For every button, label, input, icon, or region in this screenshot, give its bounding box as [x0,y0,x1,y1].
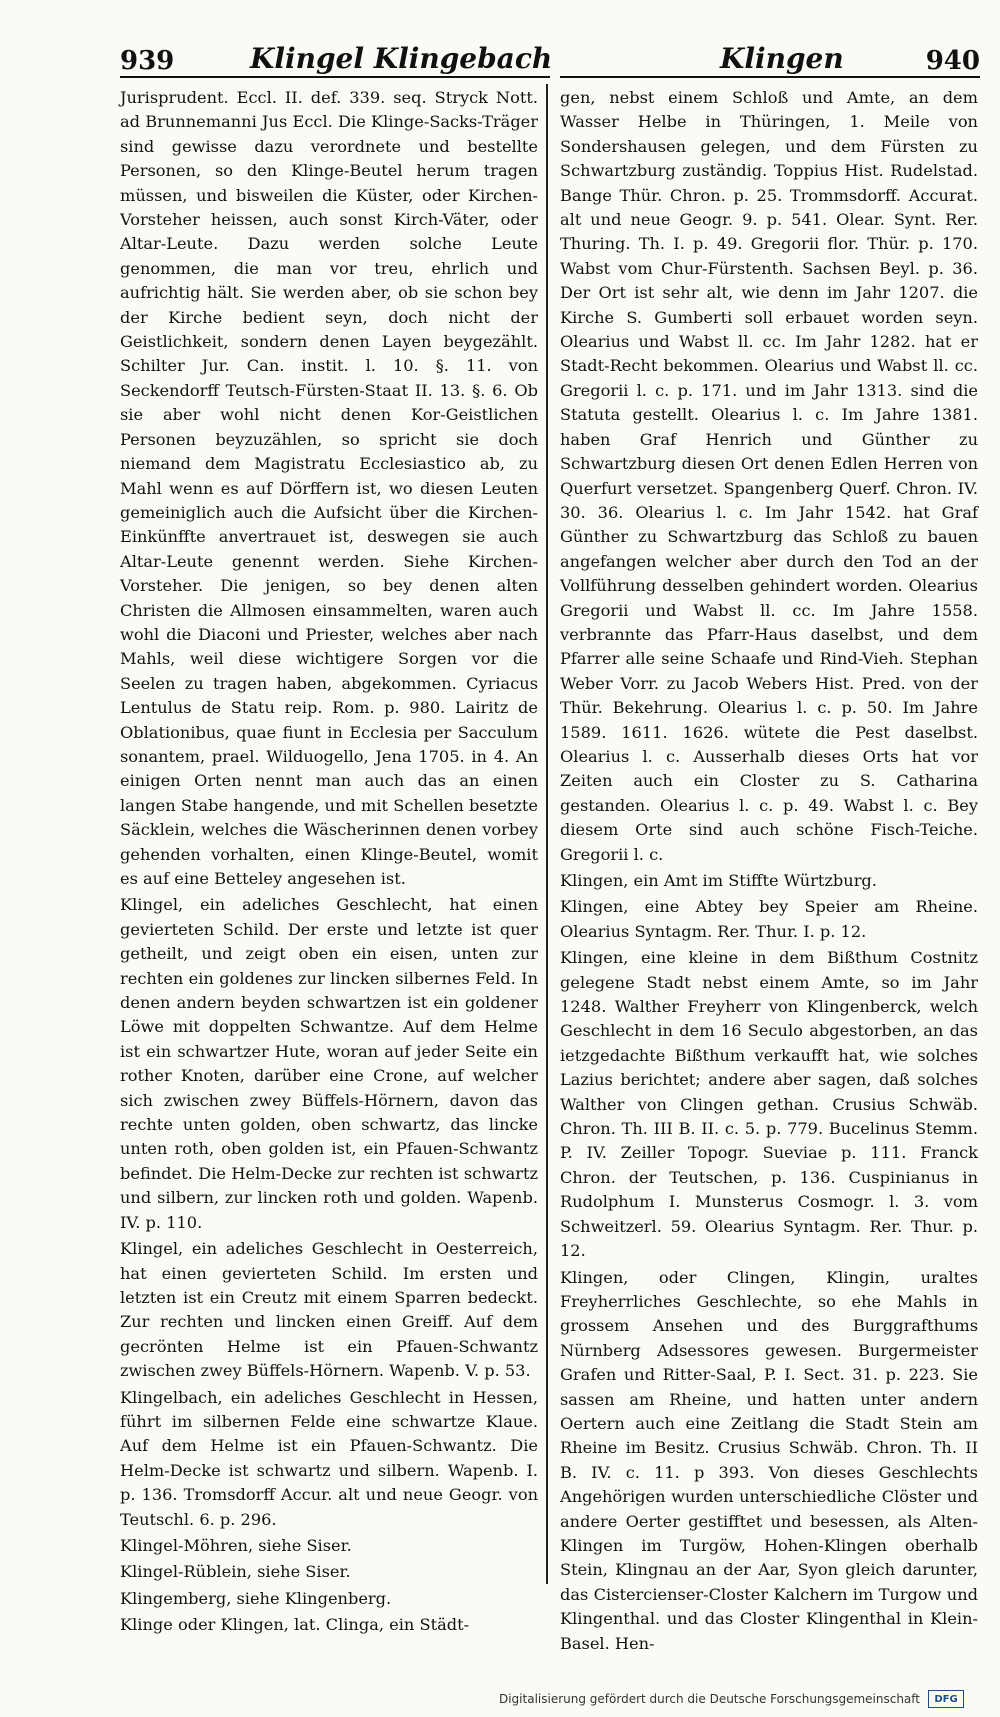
left-running-title: Klingel Klingebach [250,42,553,75]
entry-klinge-sacks-traeger: Jurisprudent. Eccl. II. def. 339. seq. Stryck Nott. ad Brunnemanni Jus Eccl. Die Klinge-Sacks-Träger sind gewisse dazu verordnete und bestellte Personen, so den Klinge-Beutel herum tragen müssen, und bisweilen die Küster, oder Kirchen-Vorsteher heissen, auch sonst Kirch-Väter, oder Altar-Leute. Dazu werden solche Leute genommen, die man vor treu, ehrlich und aufrichtig hält. Sie werden aber, ob sie schon bey der Kirche bedient seyn, doch nicht der Geistlichkeit, sondern denen Layen beygezählt. Schilter Jur. Can. instit. l. 10. §. 11. von Seckendorff Teutsch-Fürsten-Staat II. 13. §. 6. Ob sie aber wohl nicht denen Kor-Geistlichen Personen beyzuzählen, so spricht sie doch niemand dem Magistratu Ecclesiastico ab, zu Mahl wenn es auf Dörffern ist, wo diesen Leuten gemeiniglich auch die Aufsicht über die Kirchen-Einkünffte anvertrauet ist, deswegen sie auch Altar-Leute genennt werden. Siehe Kirchen-Vorsteher. Die jenigen, so bey denen alten Christen die Allmosen einsammelten, waren auch wohl die Diaconi und Priester, welches aber nach Mahls, weil diese wichtigere Sorgen vor die Seelen zu tragen haben, abgekommen. Cyriacus Lentulus de Statu reip. Rom. p. 980. Lairitz de Oblationibus, quae fiunt in Ecclesia per Sacculum sonantem, prael. Wilduogello, Jena 1705. in 4. An einigen Orten nennt man auch das an einen langen Stabe hangende, und mit Schellen besetzte Säcklein, welches die Wäscherinnen denen vorbey gehenden vorhalten, einen Klinge-Beutel, womit es auf eine Betteley angesehen ist. [120,88,538,888]
right-page-number: 940 [925,46,980,76]
dfg-logo: DFG [928,1690,964,1708]
entry-klingel-2: Klingel, ein adeliches Geschlecht in Oesterreich, hat einen gevierteten Schild. Im ersten und letzten ist ein Creutz mit einem Sparren bedeckt. Zur rechten und lincken einen Greiff. Auf dem gecrönten Helme ist ein Pfauen-Schwantz zwischen zwey Büffels-Hörnern. Wapenb. V. p. 53. [120,1239,538,1381]
entry-klingen-amt: Klingen, ein Amt im Stiffte Würtzburg. [560,871,877,890]
column-divider [546,84,548,1584]
entry-klingel-moehren: Klingel-Möhren, siehe Siser. [120,1535,352,1555]
right-column [560,86,978,1656]
digitization-credit: Digitalisierung gefördert durch die Deutsche Forschungsgemeinschaft [498,1692,920,1706]
page-footer [499,1689,964,1709]
entry-klingen-geschlecht: Klingen, oder Clingen, Klingin, uraltes Freyherrliches Geschlechte, so ehe Mahls in grossem Ansehen und des Burggrafthums Nürnberg Adsessores gewesen. Burgermeister Grafen und Ritter-Saal, P. I. Sect. 31. p. 223. Sie sassen am Rheine, und hatten unter andern Oertern auch eine Zeitlang die Stadt Stein am Rheine im Besitz. Crusius Schwäb. Chron. Th. II B. IV. c. 11. p 393. Von dieses Geschlechts Angehörigen wurden unterschiedliche Clöster und andere Oerter gestifftet und besessen, als Alten-Klingen im Turgöw, Hohen-Klingen oberhalb Stein, Klingnau an der Aar, Syon gleich darunter, das Cistercienser-Closter Kalchern im Turgow und Klingenthal. und das Closter Klingenthal in Klein-Basel. Hen- [560,1267,978,1653]
entry-klinge-oder-klingen: Klinge oder Klingen, lat. Clinga, ein Städt- [120,1615,470,1635]
right-running-title: Klingen [720,42,844,75]
entry-klingelbach: Klingelbach, ein adeliches Geschlecht in Hessen, führt im silbernen Felde eine schwartze Klaue. Auf dem Helme ist ein Pfauen-Schwantz. Die Helm-Decke ist schwartz und silbern. Wapenb. I. p. 136. Tromsdorff Accur. alt und neue Geogr. von Teutschl. 6. p. 296. [120,1387,538,1529]
entry-klingemberg: Klingemberg, siehe Klingenberg. [120,1588,392,1608]
header-rule-right [560,76,980,78]
header-rule-left [120,76,550,78]
left-page-number: 939 [120,46,175,76]
entry-klingen-abtey: Klingen, eine Abtey bey Speier am Rheine. Olearius Syntagm. Rer. Thur. I. p. 12. [560,897,978,941]
page-header [120,40,980,80]
entry-klingel-1: Klingel, ein adeliches Geschlecht, hat einen gevierteten Schild. Der erste und letzte ist quer getheilt, und zeigt oben ein eisen, unten zur rechten ein goldenes zur lincken silbernes Feld. In denen andern beyden schwartzen ist ein goldener Löwe mit doppelten Schwantze. Auf dem Helme ist ein schwartzer Hute, woran auf jeder Seite ein rother Knoten, darüber eine Crone, auf welcher sich zwischen zwey Büffels-Hörnern, davon das rechte unten golden, oben schwartz, das lincke unten roth, oben golden ist, ein Pfauen-Schwantz befindet. Die Helm-Decke zur rechten ist schwartz und silbern, zur lincken roth und golden. Wapenb. IV. p. 110. [120,895,538,1232]
entry-klingen-stadt: Klingen, eine kleine in dem Bißthum Costnitz gelegene Stadt nebst einem Amte, so im Jahr 1248. Walther Freyherr von Klingenberck, welch Geschlecht in dem 16 Seculo abgestorben, an das ietzgedachte Bißthum verkaufft hat, wie solches Lazius berichtet; andere aber sagen, daß solches Walther von Clingen gethan. Crusius Schwäb. Chron. Th. III B. II. c. 5. p. 779. Bucelinus Stemm. P. IV. Zeiller Topogr. Sueviae p. 111. Franck Chron. der Teutschen, p. 136. Cuspinianus in Rudolphum I. Munsterus Cosmogr. l. 3. vom Schweitzerl. 59. Olearius Syntagm. Rer. Thur. p. 12. [560,948,978,1261]
entry-klingel-ruebein: Klingel-Rüblein, siehe Siser. [120,1562,351,1582]
left-column [120,86,538,1638]
entry-klingen-continued: gen, nebst einem Schloß und Amte, an dem Wasser Helbe in Thüringen, 1. Meile von Sondershausen gelegen, und dem Fürsten zu Schwartzburg zuständig. Toppius Hist. Rudelstad. Bange Thür. Chron. p. 25. Trommsdorff. Accurat. alt und neue Geogr. 9. p. 541. Olear. Synt. Rer. Thuring. Th. I. p. 49. Gregorii flor. Thür. p. 170. Wabst vom Chur-Fürstenth. Sachsen Beyl. p. 36. Der Ort ist sehr alt, wie denn im Jahr 1207. die Kirche S. Gumberti soll erbauet worden seyn. Olearius und Wabst ll. cc. Im Jahr 1282. hat er Stadt-Recht bekommen. Olearius und Wabst ll. cc. Gregorii l. c. p. 171. und im Jahr 1313. sind die Statuta gestellt. Olearius l. c. Im Jahre 1381. haben Graf Henrich und Günther zu Schwartzburg diesen Ort denen Edlen Herren von Querfurt versetzet. Spangenberg Querf. Chron. IV. 30. 36. Olearius l. c. Im Jahr 1542. hat Graf Günther zu Schwartzburg das Schloß zu bauen angefangen welcher aber durch den Tod an der Vollführung desselben gehindert worden. Olearius Gregorii und Wabst ll. cc. Im Jahre 1558. verbrannte das Pfarr-Haus daselbst, und dem Pfarrer alle seine Schaafe und Rind-Vieh. Stephan Weber Vorr. zu Jacob Webers Hist. Pred. von der Thür. Bekehrung. Olearius l. c. p. 50. Im Jahre 1589. 1611. 1626. wütete die Pest daselbst. Olearius l. c. Ausserhalb dieses Orts hat vor Zeiten auch ein Closter zu S. Catharina gestanden. Olearius l. c. p. 49. Wabst l. c. Bey diesem Orte sind auch schöne Fisch-Teiche. Gregorii l. c. [560,88,978,864]
